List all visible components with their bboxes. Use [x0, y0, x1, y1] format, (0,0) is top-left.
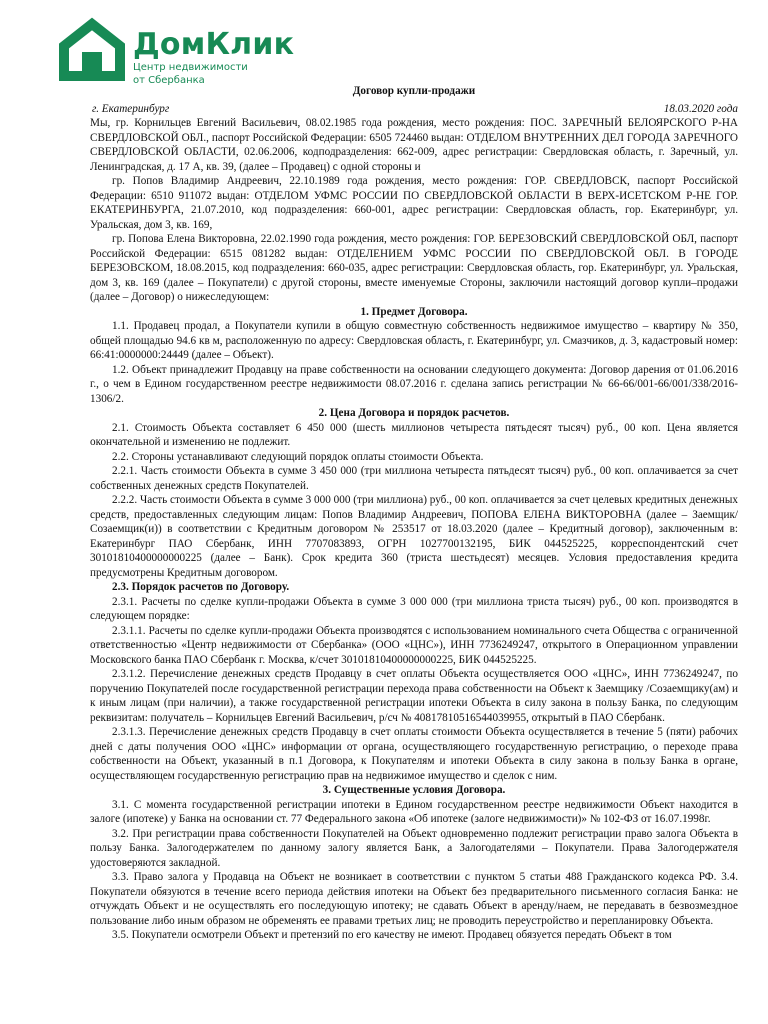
clause-2-3-1-2: 2.3.1.2. Перечисление денежных средств Продавцу в счет оплаты Объекта осуществляется ООО «ЦНС», ИНН 7736249247, по поручению Покупателей после государственной регистрации перехода права собственности на Объект к Заемщику /Созаемщику(ам) и к иным лицам (при наличии), а также государственной регистрации ипотеки Объекта в силу закона в пользу Банка, по следующим реквизитам: получатель – Корнильцев Евгений Васильевич, р/сч № 40817810516544039955, открытый в ПАО Сбербанк.: [90, 668, 738, 724]
clause-3-5: 3.5. Покупатели осмотрели Объект и претензий по его качеству не имеют. Продавец обязуется передать Объект в том: [112, 929, 672, 941]
clause-3-1: 3.1. С момента государственной регистрации ипотеки в Едином государственном реестре недвижимости Объект находится в залоге (ипотеке) у Банка на основании ст. 77 Федерального закона «Об ипотеке (залоге недвижимости)» № 102-ФЗ от 16.07.1998г.: [90, 798, 738, 825]
brand-subtitle-1: Центр недвижимости: [133, 62, 248, 73]
clause-2-3-1-1: 2.3.1.1. Расчеты по сделке купли-продажи Объекта производятся с использованием номинального счета Общества с ограниченной ответственностью «Центр недвижимости от Сбербанка» (ООО «ЦНС»), ИНН 7736249247, открытого в Операционном управлении Московского банка ПАО Сбербанк г. Москва, к/счет 30101810400000000225, БИК 044525225.: [90, 624, 738, 666]
clause-1-1: 1.1. Продавец продал, а Покупатели купили в общую совместную собственность недвижимое имущество – квартиру № 350, общей площадью 94.6 кв м, расположенную по адресу: Свердловская область, г. Екатеринбург, ул. Смазчиков, д. 3, кадастровый номер: 66:41:0000000:24449 (далее – Объект).: [90, 320, 738, 361]
clause-2-3-1: 2.3.1. Расчеты по сделке купли-продажи Объекта в сумме 3 000 000 (три миллиона триста тысяч) руб., 00 коп. производятся в следующем порядке:: [90, 595, 738, 622]
document-title: Договор купли-продажи: [352, 85, 476, 97]
section-1-heading: 1. Предмет Договора.: [360, 305, 468, 318]
city-date-row: [90, 102, 738, 117]
contract-document: [90, 84, 738, 943]
clause-2-2: 2.2. Стороны устанавливают следующий порядок оплаты стоимости Объекта.: [112, 450, 484, 463]
clause-2-3-1-3: 2.3.1.3. Перечисление денежных средств Продавцу в счет оплаты стоимости Объекта осуществляется в течение 5 (пяти) рабочих дней с даты получения ООО «ЦНС» информации от органа, осуществляющего государственную регистрацию, о переходе права собственности на Объект, указанный в п.1 Договора, к Покупателям и ипотеки Объекта в силу закона в пользу Банка в органе, осуществляющем государственную регистрацию прав на недвижимое имущество и сделок с ним.: [90, 726, 738, 782]
section-2-heading: 2. Цена Договора и порядок расчетов.: [318, 407, 510, 419]
party-seller-paragraph: Мы, гр. Корнильцев Евгений Васильевич, 08.02.1985 года рождения, место рождения: ПОС. ЗАРЕЧНЫЙ БЕЛОЯРСКОГО Р-НА СВЕРДЛОВСКОЙ ОБЛ., паспорт Российской Федерации: 6505 724460 выдан: ОТДЕЛОМ ВНУТРЕННИХ ДЕЛ ГОРОДА ЗАРЕЧНОГО СВЕРДЛОВСКОЙ ОБЛАСТИ, 02.06.2006, кодподразделения: 662-009, адрес регистрации: Свердловская область, г. Заречный, ул. Ленинградская, д. 17 А, кв. 39, (далее – Продавец) с одной стороны и: [90, 117, 738, 173]
clause-3-3-3-4: 3.3. Право залога у Продавца на Объект не возникает в соответствии с пунктом 5 статьи 488 Гражданского кодекса РФ. 3.4. Покупатели обязуются в течение всего периода действия ипотеки на Объект без предварительного письменного согласия Банка: не отчуждать Объект и не осуществлять его последующую ипотеку; не сдавать Объект в аренду/наем, не передавать в безвозмездное пользование либо иным образом не обременять ее правами третьих лиц; не проводить переустройство и перепланировку Объекта.: [90, 871, 738, 927]
clause-2-2-1: 2.2.1. Часть стоимости Объекта в сумме 3 450 000 (три миллиона четыреста пятьдесят тысяч) руб., 00 коп. оплачивается за счет собственных денежных средств Покупателей.: [90, 465, 738, 492]
clause-3-2: 3.2. При регистрации права собственности Покупателей на Объект одновременно подлежит регистрации право залога Объекта в пользу Банка. Залогодержателем по данному залогу является Банк, а Залогодателями – Покупатели. Права Залогодержателя удостоверяются закладной.: [90, 827, 738, 869]
clause-1-2: 1.2. Объект принадлежит Продавцу на праве собственности на основании следующего документа: Договор дарения от 01.06.2016 г., о чем в Едином государственном реестре недвижимости 08.07.2016 г. сделана запись регистрации № 66-66/001-66/001/338/2016-1306/2.: [90, 363, 738, 405]
city: г. Екатеринбург: [92, 102, 170, 115]
clause-2-2-2: 2.2.2. Часть стоимости Объекта в сумме 3 000 000 (три миллиона) руб., 00 коп. оплачивается за счет целевых кредитных денежных средств, предоставленных следующим лицам: Попов Владимир Андреевич, ПОПОВА ЕЛЕНА ВИКТОРОВНА (далее – Заемщик/Созаемщик(и)) в соответствии с Кредитным договором № 253517 от 18.03.2020 (далее – Кредитный договор), заключенным в: Екатеринбург ПАО Сбербанк, ИНН 7707083893, ОГРН 1027700132195, БИК 044525225, корреспондентский счет 30101810400000000225 (далее – Банк). Срок кредита 360 (триста шестьдесят) месяцев. Условия предоставления кредита предусмотрены Кредитным договором.: [90, 494, 738, 579]
party-buyer1-paragraph: гр. Попов Владимир Андреевич, 22.10.1989 года рождения, место рождения: ГОР. СВЕРДЛОВСК, паспорт Российской Федерации: 6510 911072 выдан: ОТДЕЛОМ УФМС РОССИИ ПО СВЕРДЛОВСКОЙ ОБЛАСТИ В ВЕРХ-ИСЕТСКОМ Р-НЕ ГОР. ЕКАТЕРИНБУРГА, 21.07.2010, код подразделения: 660-001, адрес регистрации: Свердловская область, гор. Екатеринбург, ул. Уральская, дом 3, кв. 169,: [90, 175, 738, 231]
party-buyer2-paragraph: гр. Попова Елена Викторовна, 22.02.1990 года рождения, место рождения: ГОР. БЕРЕЗОВСКИЙ СВЕРДЛОВСКОЙ ОБЛ, паспорт Российской Федерации: 6515 081282 выдан: ОТДЕЛЕНИЕМ УФМС РОССИИ ПО СВЕРДЛОВСКОЙ ОБЛ. В ГОРОДЕ БЕРЕЗОВСКОМ, 18.08.2015, код подразделения: 660-035, адрес регистрации: Свердловская область, гор. Екатеринбург, ул. Уральская, дом 3, кв. 169 (далее – Покупатели) с другой стороны, вместе именуемые Стороны, заключили настоящий договор купли–продажи (далее – Договор) о нижеследующем:: [90, 233, 738, 303]
brand-name: ДомКлик: [133, 27, 295, 62]
brand-subtitle-2: от Сбербанка: [133, 75, 205, 86]
brand-block: [133, 27, 295, 86]
date: 18.03.2020 года: [663, 102, 738, 115]
section-3-heading: 3. Существенные условия Договора.: [322, 784, 506, 796]
clause-2-1: 2.1. Стоимость Объекта составляет 6 450 000 (шесть миллионов четыреста пятьдесят тысяч) руб., 00 коп. Цена является окончательной и изменению не подлежит.: [90, 421, 738, 448]
subsection-2-3-heading: 2.3. Порядок расчетов по Договору.: [112, 581, 290, 593]
